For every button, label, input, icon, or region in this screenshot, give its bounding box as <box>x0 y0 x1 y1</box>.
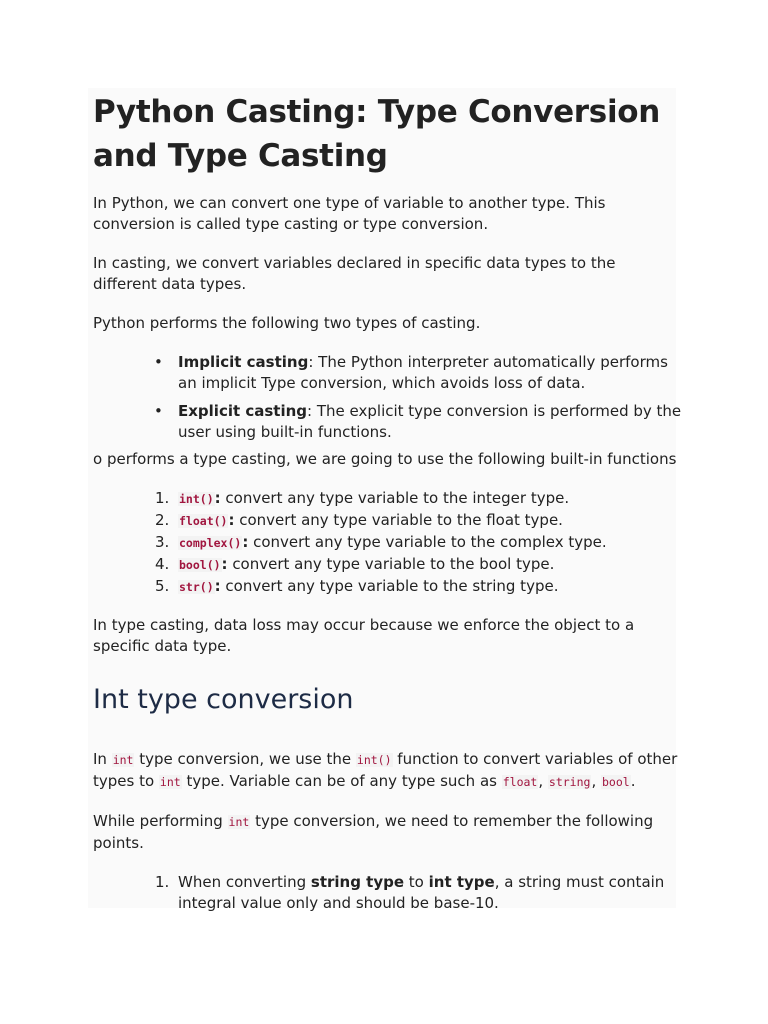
inline-code: string <box>548 775 591 789</box>
inline-code: float <box>502 775 538 789</box>
function-desc: convert any type variable to the string type. <box>220 577 559 595</box>
text-fragment: , a string must contain integral value only and should be base-10. <box>178 873 665 912</box>
text-fragment: type conversion, we use the <box>134 750 356 768</box>
text-fragment: type conversion, we need to remember the following points. <box>93 812 654 852</box>
inline-code: int <box>228 815 250 829</box>
function-code-bool: bool() <box>179 558 221 572</box>
text-fragment: to <box>404 873 429 891</box>
function-desc: convert any type variable to the bool type. <box>227 555 555 573</box>
function-sep: : <box>214 489 221 507</box>
function-code-str: str() <box>179 580 214 594</box>
intro-paragraph-2: In casting, we convert variables declared in specific data types to the different data types. <box>93 254 616 293</box>
data-loss-note: In type casting, data loss may occur because we enforce the object to a specific data type. <box>93 616 635 655</box>
list-number: 1. <box>155 489 170 507</box>
int-conversion-points-list <box>93 872 683 914</box>
text-fragment: function to convert variables of other types to <box>93 750 678 790</box>
function-code-int: int() <box>179 492 214 506</box>
article <box>93 90 683 931</box>
int-paragraph-1 <box>93 749 683 793</box>
functions-lead-in: o performs a type casting, we are going to use the following built-in functions <box>93 450 677 468</box>
inline-code: int <box>112 753 134 767</box>
function-desc: convert any type variable to the complex type. <box>248 533 607 551</box>
int-paragraph-2 <box>93 811 683 854</box>
text-fragment: While performing <box>93 812 228 830</box>
term-implicit-casting: Implicit casting <box>178 353 309 371</box>
list-item-function <box>93 554 683 576</box>
page-title: Python Casting: Type Conversion and Type Casting <box>93 94 661 174</box>
text-fragment: In <box>93 750 112 768</box>
list-number: 2. <box>155 511 170 529</box>
section-heading-int-conversion: Int type conversion <box>93 684 354 715</box>
text-fragment: , <box>591 772 601 790</box>
function-desc: convert any type variable to the float type. <box>234 511 563 529</box>
list-item-function <box>93 488 683 510</box>
function-code-float: float() <box>179 514 228 528</box>
desc-implicit-casting: : The Python interpreter automatically performs an implicit Type conversion, which avoids loss of data. <box>178 353 668 392</box>
function-desc: convert any type variable to the integer type. <box>220 489 570 507</box>
intro-paragraph-1: In Python, we can convert one type of variable to another type. This conversion is called type casting or type conversion. <box>93 194 606 233</box>
function-sep: : <box>221 555 228 573</box>
text-fragment: type. Variable can be of any type such as <box>181 772 502 790</box>
inline-code: int <box>159 775 181 789</box>
list-item-function <box>93 532 683 554</box>
bold-fragment: int type <box>428 873 495 891</box>
list-number: 5. <box>155 577 170 595</box>
function-sep: : <box>228 511 235 529</box>
bold-fragment: string type <box>310 873 405 891</box>
function-sep: : <box>214 577 221 595</box>
list-number: 4. <box>155 555 170 573</box>
function-sep: : <box>242 533 249 551</box>
list-item-function <box>93 510 683 532</box>
desc-explicit-casting: : The explicit type conversion is performed by the user using built-in functions. <box>178 402 682 441</box>
text-fragment: , <box>538 772 548 790</box>
builtin-functions-list <box>93 488 683 598</box>
text-fragment: When converting <box>178 873 311 891</box>
list-item-explicit-casting <box>93 401 683 443</box>
list-item-point <box>93 872 683 914</box>
function-code-complex: complex() <box>179 536 242 550</box>
list-item-function <box>93 576 683 598</box>
list-number: 3. <box>155 533 170 551</box>
text-fragment: . <box>630 772 636 790</box>
inline-code: bool <box>601 775 630 789</box>
term-explicit-casting: Explicit casting <box>178 402 308 420</box>
inline-code: int() <box>356 753 392 767</box>
list-item-implicit-casting <box>93 352 683 394</box>
list-number: 1. <box>155 873 170 891</box>
casting-types-list <box>93 352 683 443</box>
intro-paragraph-3: Python performs the following two types of casting. <box>93 314 481 332</box>
